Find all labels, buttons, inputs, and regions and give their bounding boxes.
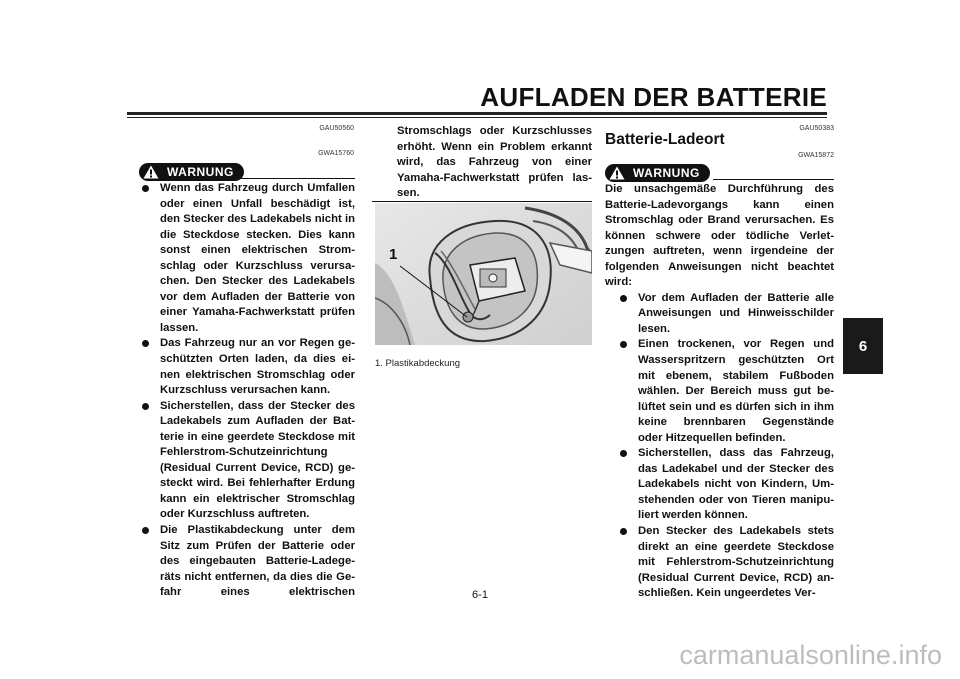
battery-cover-photo: [375, 203, 592, 345]
ref-code: GAU50560: [319, 125, 354, 132]
list-item: Wenn das Fahrzeug durch Umfallen oder einen Unfall beschädigt ist, den Stecker des Ladekabels nicht in die Steckdose stecken. Dies kann sonst einen elektrischen Strom-schlag oder Kurzschluss verursa-chen. Den Stecker des Ladekabels vor dem Aufladen der Batterie von einer Yamaha-Fachwerkstatt prüfen lassen.: [139, 181, 355, 336]
warning-list: [139, 181, 355, 601]
warning-triangle-icon: [609, 166, 625, 180]
list-item: Vor dem Aufladen der Batterie alle Anweisungen und Hinweisschilder lesen.: [617, 291, 834, 338]
warning-code: GWA15872: [798, 152, 834, 159]
warning-badge: [139, 163, 244, 181]
list-item: Einen trockenen, vor Regen und Wasserspritzern geschützten Ort mit ebenem, stabilem Fußboden wählen. Der Bereich muss gut be-lüftet sein und es dürfen sich in ihm keine brennbaren Gegenstände oder Hitzequellen befinden.: [617, 337, 834, 446]
warning-label: WARNUNG: [167, 165, 234, 179]
list-item: Den Stecker des Ladekabels stets direkt an eine geerdete Steckdose mit Fehlerstrom-Schutzeinrichtung (Residual Current Device, RCD) an-schließen. Kein ungeerdetes Ver-: [617, 524, 834, 602]
figure-callout: 1: [389, 246, 398, 263]
warning-rule: [713, 179, 834, 180]
warning-triangle-icon: [143, 165, 159, 179]
location-list: [617, 291, 834, 602]
warning-label: WARNUNG: [633, 166, 700, 180]
chapter-tab[interactable]: 6: [843, 318, 883, 374]
warning-badge: [605, 164, 710, 182]
header-rule-thin: [127, 117, 827, 118]
page-title: AUFLADEN DER BATTERIE: [480, 82, 827, 112]
ref-code: GAU50383: [799, 125, 834, 132]
continued-warning-text: Stromschlags oder Kurzschlusses erhöht. Wenn ein Problem erkannt wird, das Fahrzeug von einer Yamaha-Fachwerkstatt prüfen las-sen.: [397, 125, 592, 200]
section-title: Batterie-Ladeort: [605, 131, 725, 148]
left-column: [139, 181, 355, 601]
watermark: carmanualsonline.info: [679, 640, 942, 670]
warning-intro: Die unsachgemäße Durchführung des Batterie-Ladevorgangs kann einen Stromschlag oder Brand verursachen. Es können schwere oder tödliche Verlet-zungen auftreten, wenn irgendeine der folgenden Anweisungen nicht beachtet wird:: [605, 183, 834, 289]
list-item: Die Plastikabdeckung unter dem Sitz zum Prüfen der Batterie oder des eingebauten Batterie-Ladege-räts nicht entfernen, da dies die Ge-fahr eines elektrischen: [139, 523, 355, 601]
list-item: Sicherstellen, dass der Stecker des Ladekabels zum Aufladen der Bat-terie in eine geerdete Steckdose mit Fehlerstrom-Schutzeinrichtung (Residual Current Device, RCD) ge-steckt wird. Bei fehlerhafter Erdung kann ein elektrischer Stromschlag oder Kurzschluss auftreten.: [139, 399, 355, 523]
page-number: 6-1: [472, 589, 488, 601]
warning-end-rule: [372, 201, 592, 202]
header-rule-thick: [127, 112, 827, 115]
list-item: Sicherstellen, dass das Fahrzeug, das Ladekabel und der Stecker des Ladekabels nicht von Kindern, Um-stehenden oder von Tieren manipu-liert werden können.: [617, 446, 834, 524]
list-item: Das Fahrzeug nur an vor Regen ge-schützten Orten laden, da dies ei-nen elektrischen Stromschlag oder Kurzschluss verursachen kann.: [139, 336, 355, 398]
warning-rule: [240, 178, 355, 179]
figure-caption: 1. Plastikabdeckung: [375, 358, 461, 369]
right-column: [605, 182, 834, 602]
middle-column: [397, 124, 592, 202]
warning-code: GWA15760: [318, 150, 354, 157]
